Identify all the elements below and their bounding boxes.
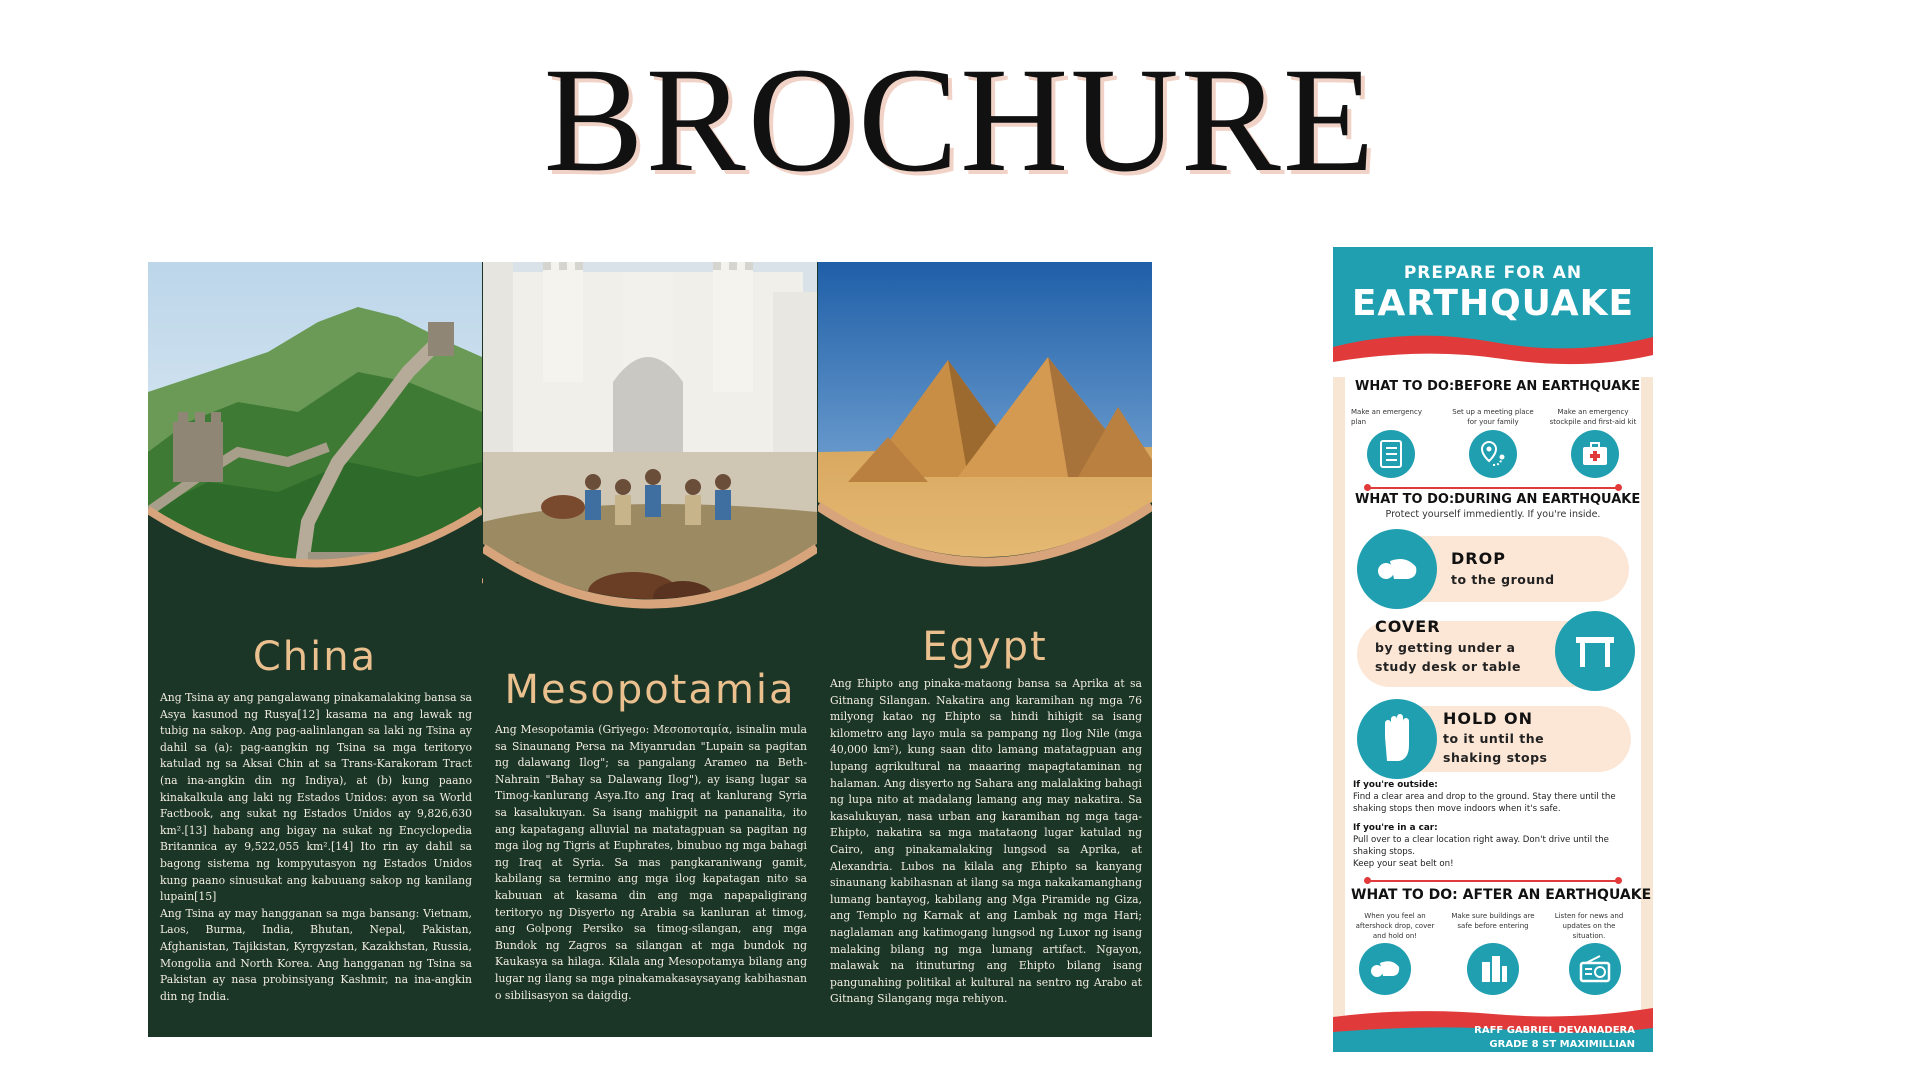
paragraph: Ang Tsina ay may hangganan sa mga bansang: Vietnam, Laos, Burma, India, Bhutan, Nepal, Pakistan, Afghanistan, Tajikistan, Kyrgyzstan, Kazakhstan, Russia, Mongolia and North Korea. Ang hangganan ng Tsina sa Pakistan ay nasa probinsiyang Kashmir, na ina-angkin din ng India. [160, 906, 472, 1003]
hold-step-text: to it until the [1443, 731, 1545, 746]
panel-title: Mesopotamia [504, 667, 796, 713]
before-item-text: Set up a meeting place for your family [1452, 408, 1534, 426]
brochure-panel-egypt [818, 262, 1152, 1037]
map-pin-icon [1469, 430, 1517, 478]
building-icon [1467, 943, 1519, 995]
car-note [1353, 822, 1635, 870]
panel-body [495, 722, 807, 1004]
hand-icon [1357, 699, 1437, 779]
credit-name: RAFF GABRIEL DEVANADERA [1474, 1025, 1635, 1036]
drop-step-heading: DROP [1451, 549, 1506, 568]
during-section-title: WHAT TO DO:DURING AN EARTHQUAKE [1355, 492, 1641, 507]
outside-text: Find a clear area and drop to the ground. Stay there until the shaking stops then move indoors when it's safe. [1353, 792, 1616, 814]
car-text: Pull over to a clear location right away. Don't drive until the shaking stops. [1353, 835, 1609, 857]
trifold-brochure [148, 262, 1152, 1037]
brochure-panel-mesopotamia [483, 262, 817, 1037]
cover-step-text: study desk or table [1375, 659, 1522, 674]
hold-step-text: shaking stops [1443, 750, 1548, 765]
before-section-title: WHAT TO DO:BEFORE AN EARTHQUAKE [1355, 379, 1641, 394]
outside-label: If you're outside: [1353, 780, 1438, 790]
section-divider [1367, 880, 1619, 882]
paragraph: Ang Tsina ay ang pangalawang pinakamalaking bansa sa Asya kasunod ng Rusya[12] kasama na ang lawak ng tubig na sakop. Ang pag-aalinlangan sa laki ng Tsina ay dahil sa (a): pag-aangkin ng Tsina sa mga teritoryo katulad ng sa Aksai Chin at sa Trans-Karakoram Tract (na ina-angkin din ng Indiya), at (b) kung paano kinakalkula ang laki ng Estados Unidos: ayon sa World Factbook, ang sukat ng Estados Unidos ay 9,826,630 km².[13] habang ang bigay na sukat ng Encyclopedia Britannica ay 9,522,055 km².[14] Ito rin ay dahil sa bagong sistema ng kompyutasyon ng Estados Unidos kung paano sinusukat ang kabuuang sakop ng kanilang lupain[15] [160, 691, 472, 904]
drop-pose-icon [1359, 943, 1411, 995]
after-item-text: Make sure buildings are safe before entering [1451, 912, 1535, 930]
table-icon [1555, 611, 1635, 691]
drop-step-text: to the ground [1451, 572, 1555, 587]
panel-title: China [252, 634, 378, 680]
page-title: BROCHURE [543, 37, 1377, 203]
cover-step-heading: COVER [1375, 617, 1441, 636]
drop-pose-icon [1357, 529, 1437, 609]
first-aid-kit-icon [1571, 430, 1619, 478]
before-item-text: Make an emergency stockpile and first-aid kit [1549, 408, 1637, 426]
earthquake-poster [1333, 247, 1653, 1052]
car-label: If you're in a car: [1353, 823, 1438, 833]
brochure-panel-china [148, 262, 482, 1037]
after-item-text: When you feel an aftershock drop, cover and hold on! [1355, 912, 1435, 940]
radio-icon [1569, 943, 1621, 995]
checklist-icon [1367, 430, 1415, 478]
section-divider [1367, 487, 1619, 489]
after-item-text: Listen for news and updates on the situation. [1554, 912, 1624, 940]
panel-title: Egypt [922, 624, 1048, 670]
outside-note [1353, 779, 1635, 815]
after-section-title: WHAT TO DO: AFTER AN EARTHQUAKE [1351, 887, 1652, 903]
poster-credit [1474, 1024, 1635, 1052]
panel-body [160, 690, 472, 1005]
during-subtitle: Protect yourself immediently. If you're inside. [1385, 509, 1601, 520]
credit-grade: GRADE 8 ST MAXIMILLIAN [1489, 1039, 1635, 1050]
car-text-2: Keep your seat belt on! [1353, 859, 1454, 869]
cover-step-text: by getting under a [1375, 640, 1516, 655]
poster-header-line1: PREPARE FOR AN [1403, 263, 1583, 283]
hold-step-heading: HOLD ON [1443, 709, 1534, 728]
poster-header-title: EARTHQUAKE [1351, 283, 1635, 324]
panel-body [830, 676, 1142, 1008]
paragraph: Ang Ehipto ang pinaka-mataong bansa sa Aprika at sa Gitnang Silangan. Nakatira ang karamihan ng mga 76 milyong katao ng Ehipto sa hindi hihigit sa isang kilometro ang layo mula sa pampang ng Ilog Nile (mga 40,000 km²), kung saan dito lamang matatagpuan ang lupang agrikultural na maaaring mapagtataminan ng halaman. Ang disyerto ng Sahara ang malalaking bahagi ng lupa nito at madalang lamang ang may nakatira. Sa kasalukuyan, nasa urban ang karamihan ng mga taga-Ehipto, nakatira sa mga matataong lugar katulad ng Cairo, ang pinakamalaking lungsod sa Aprika, at Alexandria. Lubos na kilala ang Ehipto sa kanyang sinaunang kabihasnan at ilang sa mga nakakamanghang lumang bantayog, kabilang ang Mga Piramide ng Giza, ang Templo ng Karnak at ang Lambak ng mga Hari; naglalaman ang katimogang lungsod ng Luxor ng isang malaking bilang ng mga lumang artifact. Ngayon, malawak na itinuturing ang Ehipto bilang isang pangunahing politikal at kultural na sentro ng Arabo at Gitnang Silangang mga rehiyon. [830, 677, 1142, 1006]
paragraph: Ang Mesopotamia (Griyego: Μεσοποταμία, isinalin mula sa Sinaunang Persa na Miyanrudan "Lupain sa pagitan ng dalawang Ilog"; sa pangalang Arameo na Beth-Nahrain "Bahay sa Dalawang Ilog"), ay isang lugar sa Timog-kanlurang Asya.Ito ang Iraq at kanlurang Syria sa kasalukuyan. Sa isang mahigpit na pananalita, ito ang kapatagang alluvial na matatagpuan sa pagitan ng mga ilog ng Tigris at Euphrates, binubuo ng mga bahagi ng Iraq at Syria. Sa mas pangkaraniwang gamit, kabilang sa termino ang mga ilog kapatagan nito sa kabuuan at kasama din ang mga napapaligirang teritoryo ng Disyerto ng Arabia sa kanluran at timog, ang Golpong Persiko sa timog-silangan, ang mga Bundok ng Zagros sa silangan at mga bundok ng Kaukasya sa hilaga. Kilala ang Mesopotamya bilang ang lugar ng ilang sa mga pinakamakasaysayang kabihasnan o sibilisasyon sa daigdig. [495, 723, 807, 1002]
before-item-text: Make an emergency plan [1351, 408, 1422, 426]
